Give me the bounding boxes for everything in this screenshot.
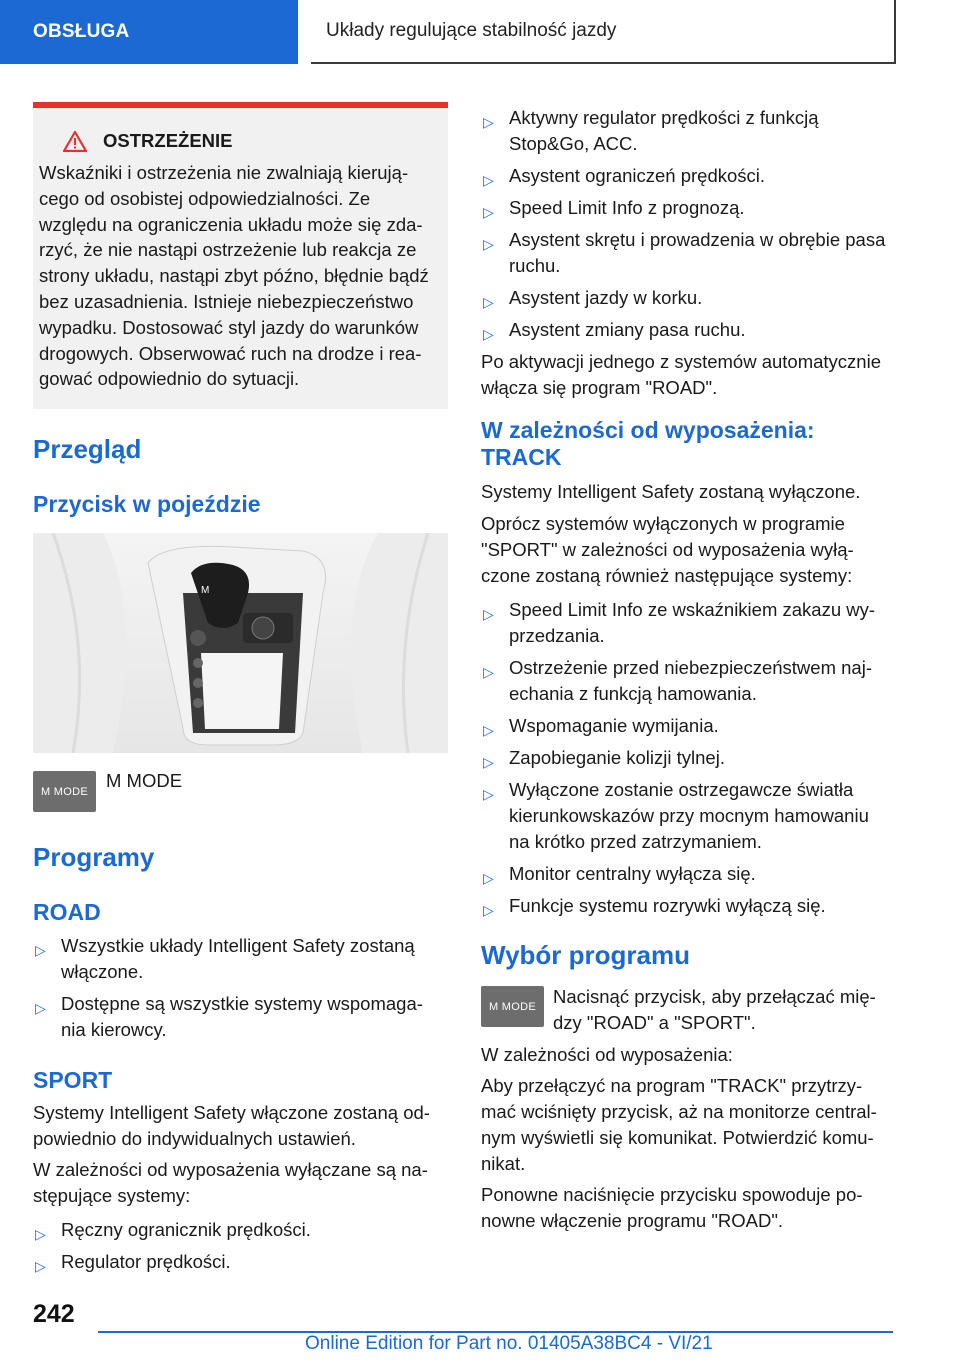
heading-programs: Programy [33, 842, 155, 872]
m-mode-button-icon: M MODE [33, 771, 96, 812]
triangle-bullet-icon: ▷ [483, 870, 494, 886]
heading-sport: SPORT [33, 1067, 113, 1093]
paragraph: W zależności od wyposażenia wyłączane są na- stępujące systemy: [33, 1159, 428, 1206]
paragraph: Systemy Intelligent Safety włączone zostaną od- powiednio do indywidualnych ustawień. [33, 1102, 430, 1149]
m-mode-button-icon: M MODE [481, 986, 544, 1027]
section-tab [0, 0, 298, 64]
list-item: ▷ Regulator prędkości. [33, 1249, 448, 1275]
triangle-bullet-icon: ▷ [35, 1258, 46, 1274]
triangle-bullet-icon: ▷ [483, 294, 494, 310]
triangle-bullet-icon: ▷ [483, 664, 494, 680]
triangle-bullet-icon: ▷ [483, 236, 494, 252]
triangle-bullet-icon: ▷ [35, 1226, 46, 1242]
list-item: ▷ Wspomaganie wymijania. [481, 713, 899, 739]
heading-button-in-vehicle: Przycisk w pojeździe [33, 491, 261, 517]
list-item: ▷ Wszystkie układy Intelligent Safety zostaną włączone. [35, 935, 415, 982]
triangle-bullet-icon: ▷ [35, 942, 46, 958]
triangle-bullet-icon: ▷ [483, 722, 494, 738]
center-console-photo [33, 533, 448, 753]
list-item: ▷ Zapobieganie kolizji tylnej. [481, 745, 899, 771]
sport-disabled-list-continued [481, 105, 899, 343]
paragraph: Oprócz systemów wyłączonych w programie "SPORT" w zależności od wyposażenia wyłą- czone zostaną również następujące systemy: [481, 513, 854, 586]
road-list [33, 933, 448, 1049]
section-label: OBSŁUGA [33, 21, 130, 42]
heading-track: W zależności od wyposażenia: TRACK [481, 417, 815, 470]
select-paragraphs [481, 1042, 899, 1234]
list-item: ▷ Dostępne są wszystkie systemy wspomaga- nia kierowcy. [35, 993, 423, 1040]
triangle-bullet-icon: ▷ [483, 786, 494, 802]
heading-select-program: Wybór programu [481, 940, 690, 970]
paragraph: Systemy Intelligent Safety zostaną wyłączone. [481, 481, 861, 502]
triangle-bullet-icon: ▷ [483, 326, 494, 342]
triangle-bullet-icon: ▷ [35, 1000, 46, 1016]
paragraph: Po aktywacji jednego z systemów automatycznie włącza się program "ROAD". [481, 351, 881, 398]
list-item: ▷ Speed Limit Info z prognozą. [481, 195, 899, 221]
list-item: ▷ Monitor centralny wyłącza się. [481, 861, 899, 887]
triangle-bullet-icon: ▷ [483, 172, 494, 188]
heading-overview: Przegląd [33, 434, 142, 464]
warning-text: Wskaźniki i ostrzeżenia nie zwalniają kierują- cego od osobistej odpowiedzialności. Ze względu na ograniczenia układu może się zda- rzyć, że nie nastąpi ostrzeżenie lub reakcja ze strony układu, nastąpi zbyt późno, błędnie bądź bez uzasadnienia. Istnieje niebezpieczeństwo wypadku. Dostosować styl jazdy do warunków drogowych. Obserwować ruch na drodze i rea- gować odpowiednio do sytuacji. [39, 162, 429, 390]
warning-title: OSTRZEŻENIE [103, 130, 233, 151]
list-item: ▷ Wyłączone zostanie ostrzegawcze światła kierunkowskazów przy mocnym hamowaniu na krótko przed zatrzymaniem. [483, 779, 869, 852]
list-item: ▷ Asystent zmiany pasa ruchu. [481, 317, 899, 343]
paragraph: Ponowne naciśnięcie przycisku spowoduje po- nowne włączenie programu "ROAD". [481, 1184, 863, 1231]
warning-box [33, 102, 448, 409]
triangle-bullet-icon: ▷ [483, 606, 494, 622]
list-item: ▷ Funkcje systemu rozrywki wyłączą się. [481, 893, 899, 919]
triangle-bullet-icon: ▷ [483, 114, 494, 130]
warning-heading [39, 130, 438, 152]
list-item: ▷ Ostrzeżenie przed niebezpieczeństwem naj- echania z funkcją hamowania. [483, 657, 872, 704]
sport-section [33, 1100, 448, 1281]
select-instruction: Nacisnąć przycisk, aby przełączać mię- dzy "ROAD" a "SPORT". [553, 986, 876, 1033]
right-column [481, 105, 899, 925]
list-item: ▷ Asystent ograniczeń prędkości. [481, 163, 899, 189]
heading-road: ROAD [33, 899, 101, 925]
triangle-bullet-icon: ▷ [483, 754, 494, 770]
warning-triangle-icon [63, 131, 87, 152]
paragraph: W zależności od wyposażenia: [481, 1044, 733, 1065]
chapter-title: Układy regulujące stabilność jazdy [326, 20, 617, 41]
center-console-illustration [33, 533, 448, 753]
paragraph: Aby przełączyć na program "TRACK" przytrzy- mać wciśnięty przycisk, aż na monitorze central- nym wyświetli się komunikat. Potwierdzić komu- nikat. [481, 1075, 877, 1174]
triangle-bullet-icon: ▷ [483, 204, 494, 220]
triangle-bullet-icon: ▷ [483, 902, 494, 918]
track-disabled-list [481, 597, 899, 919]
svg-text:M: M [201, 585, 210, 596]
list-item: ▷ Ręczny ogranicznik prędkości. [33, 1217, 448, 1243]
list-item: ▷ Asystent skrętu i prowadzenia w obrębie pasa ruchu. [483, 229, 886, 276]
chapter-header [311, 0, 896, 64]
list-item: ▷ Asystent jazdy w korku. [481, 285, 899, 311]
list-item: ▷ Speed Limit Info ze wskaźnikiem zakazu wy- przedzania. [483, 599, 876, 646]
m-mode-caption: M MODE [106, 770, 183, 791]
footer-edition: Online Edition for Part no. 01405A38BC4 - VI/21 [305, 1333, 713, 1354]
list-item: ▷ Aktywny regulator prędkości z funkcją Stop&Go, ACC. [483, 107, 819, 154]
page-number: 242 [33, 1300, 75, 1328]
